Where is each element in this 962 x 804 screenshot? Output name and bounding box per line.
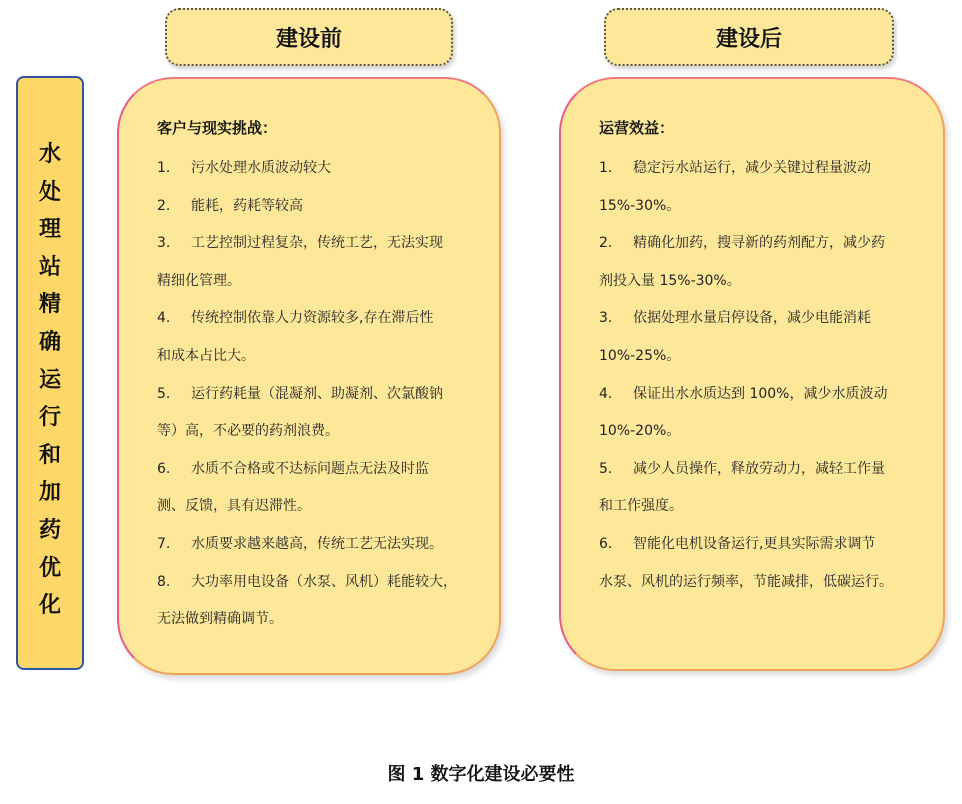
- side-label-char: 水: [38, 141, 61, 167]
- after-construction-tag: 建设后: [604, 8, 894, 66]
- side-label-char: 化: [38, 592, 61, 619]
- side-label-char: 处: [38, 178, 61, 205]
- item-text: 传统控制依靠人力资源较多,存在滞后性: [191, 310, 434, 327]
- list-item: [599, 188, 913, 226]
- side-label-char: 运: [38, 366, 61, 393]
- side-label-box: [16, 76, 84, 670]
- list-item: [599, 300, 913, 338]
- item-text: 精细化管理。: [157, 272, 241, 289]
- item-text: 运行药耗量（混凝剂、助凝剂、次氯酸钠: [191, 385, 443, 402]
- item-number: 7.: [157, 535, 171, 552]
- item-number: 1.: [599, 160, 613, 176]
- item-number: 5.: [599, 460, 613, 477]
- item-text: 测、反馈，具有迟滞性。: [157, 498, 311, 515]
- list-item: [599, 225, 913, 263]
- item-text: 保证出水水质达到 100%，减少水质波动: [633, 385, 888, 402]
- item-text: 水泵、风机的运行频率，节能减排，低碳运行。: [599, 573, 893, 590]
- benefits-heading: 运营效益：: [599, 119, 675, 137]
- challenges-panel: [117, 77, 501, 675]
- item-number: 1.: [157, 160, 171, 176]
- item-number: 4.: [157, 310, 171, 327]
- list-item: [599, 451, 913, 489]
- item-number: 3.: [157, 235, 171, 252]
- list-item: [599, 376, 913, 414]
- benefits-panel: [559, 77, 945, 671]
- list-item: [157, 564, 469, 602]
- list-item: [599, 263, 913, 301]
- item-number: 3.: [599, 310, 613, 327]
- item-text: 稳定污水站运行，减少关键过程量波动: [633, 160, 871, 176]
- item-number: 6.: [599, 535, 613, 552]
- item-text: 减少人员操作，释放劳动力，减轻工作量: [633, 460, 885, 477]
- item-number: 2.: [157, 197, 171, 214]
- side-label-char: 行: [38, 404, 61, 431]
- item-number: 4.: [599, 385, 613, 402]
- list-item: [599, 488, 913, 526]
- item-text: 污水处理水质波动较大: [191, 160, 331, 176]
- list-item: [157, 263, 469, 301]
- item-text: 15%-30%。: [599, 197, 681, 214]
- side-label-char: 理: [38, 216, 61, 243]
- before-construction-tag: 建设前: [165, 8, 453, 66]
- list-item: [157, 188, 469, 226]
- list-item: [157, 413, 469, 451]
- list-item: [157, 338, 469, 376]
- side-label-char: 优: [38, 554, 61, 581]
- list-item: [157, 225, 469, 263]
- list-item: [599, 564, 913, 602]
- side-label-char: 站: [38, 253, 61, 280]
- item-number: 2.: [599, 235, 613, 252]
- side-label-char: 加: [38, 479, 61, 506]
- item-number: 6.: [157, 460, 171, 477]
- challenges-heading: 客户与现实挑战：: [157, 119, 278, 137]
- list-item: [599, 526, 913, 564]
- item-text: 水质不合格或不达标问题点无法及时监: [191, 460, 429, 477]
- list-item: [157, 376, 469, 414]
- item-text: 大功率用电设备（水泵、风机）耗能较大，: [191, 573, 457, 590]
- item-text: 10%-25%。: [599, 347, 681, 364]
- list-item: [157, 488, 469, 526]
- list-item: [157, 150, 469, 188]
- benefits-list: [599, 150, 913, 601]
- list-item: [599, 150, 913, 188]
- side-label-char: 精: [38, 291, 61, 318]
- side-label-char: 药: [38, 516, 61, 543]
- figure-caption: 图 1 数字化建设必要性: [387, 764, 575, 785]
- item-number: 8.: [157, 573, 171, 590]
- list-item: [599, 413, 913, 451]
- item-text: 10%-20%。: [599, 423, 681, 440]
- side-label-char: 确: [38, 328, 61, 355]
- item-text: 精确化加药，搜寻新的药剂配方，减少药: [633, 235, 885, 252]
- list-item: [157, 601, 469, 639]
- list-item: [599, 338, 913, 376]
- item-text: 等）高，不必要的药剂浪费。: [157, 423, 339, 440]
- item-text: 水质要求越来越高，传统工艺无法实现。: [191, 535, 443, 552]
- list-item: [157, 300, 469, 338]
- item-text: 能耗，药耗等较高: [191, 197, 303, 214]
- item-number: 5.: [157, 385, 171, 402]
- list-item: [157, 451, 469, 489]
- item-text: 工艺控制过程复杂，传统工艺，无法实现: [191, 235, 443, 252]
- item-text: 和工作强度。: [599, 498, 683, 515]
- item-text: 无法做到精确调节。: [157, 611, 283, 628]
- item-text: 依据处理水量启停设备，减少电能消耗: [633, 310, 871, 327]
- side-label-char: 和: [38, 441, 61, 468]
- item-text: 剂投入量 15%-30%。: [599, 272, 741, 289]
- list-item: [157, 526, 469, 564]
- item-text: 智能化电机设备运行,更具实际需求调节: [633, 535, 876, 552]
- challenges-list: [157, 150, 469, 639]
- item-text: 和成本占比大。: [157, 347, 255, 364]
